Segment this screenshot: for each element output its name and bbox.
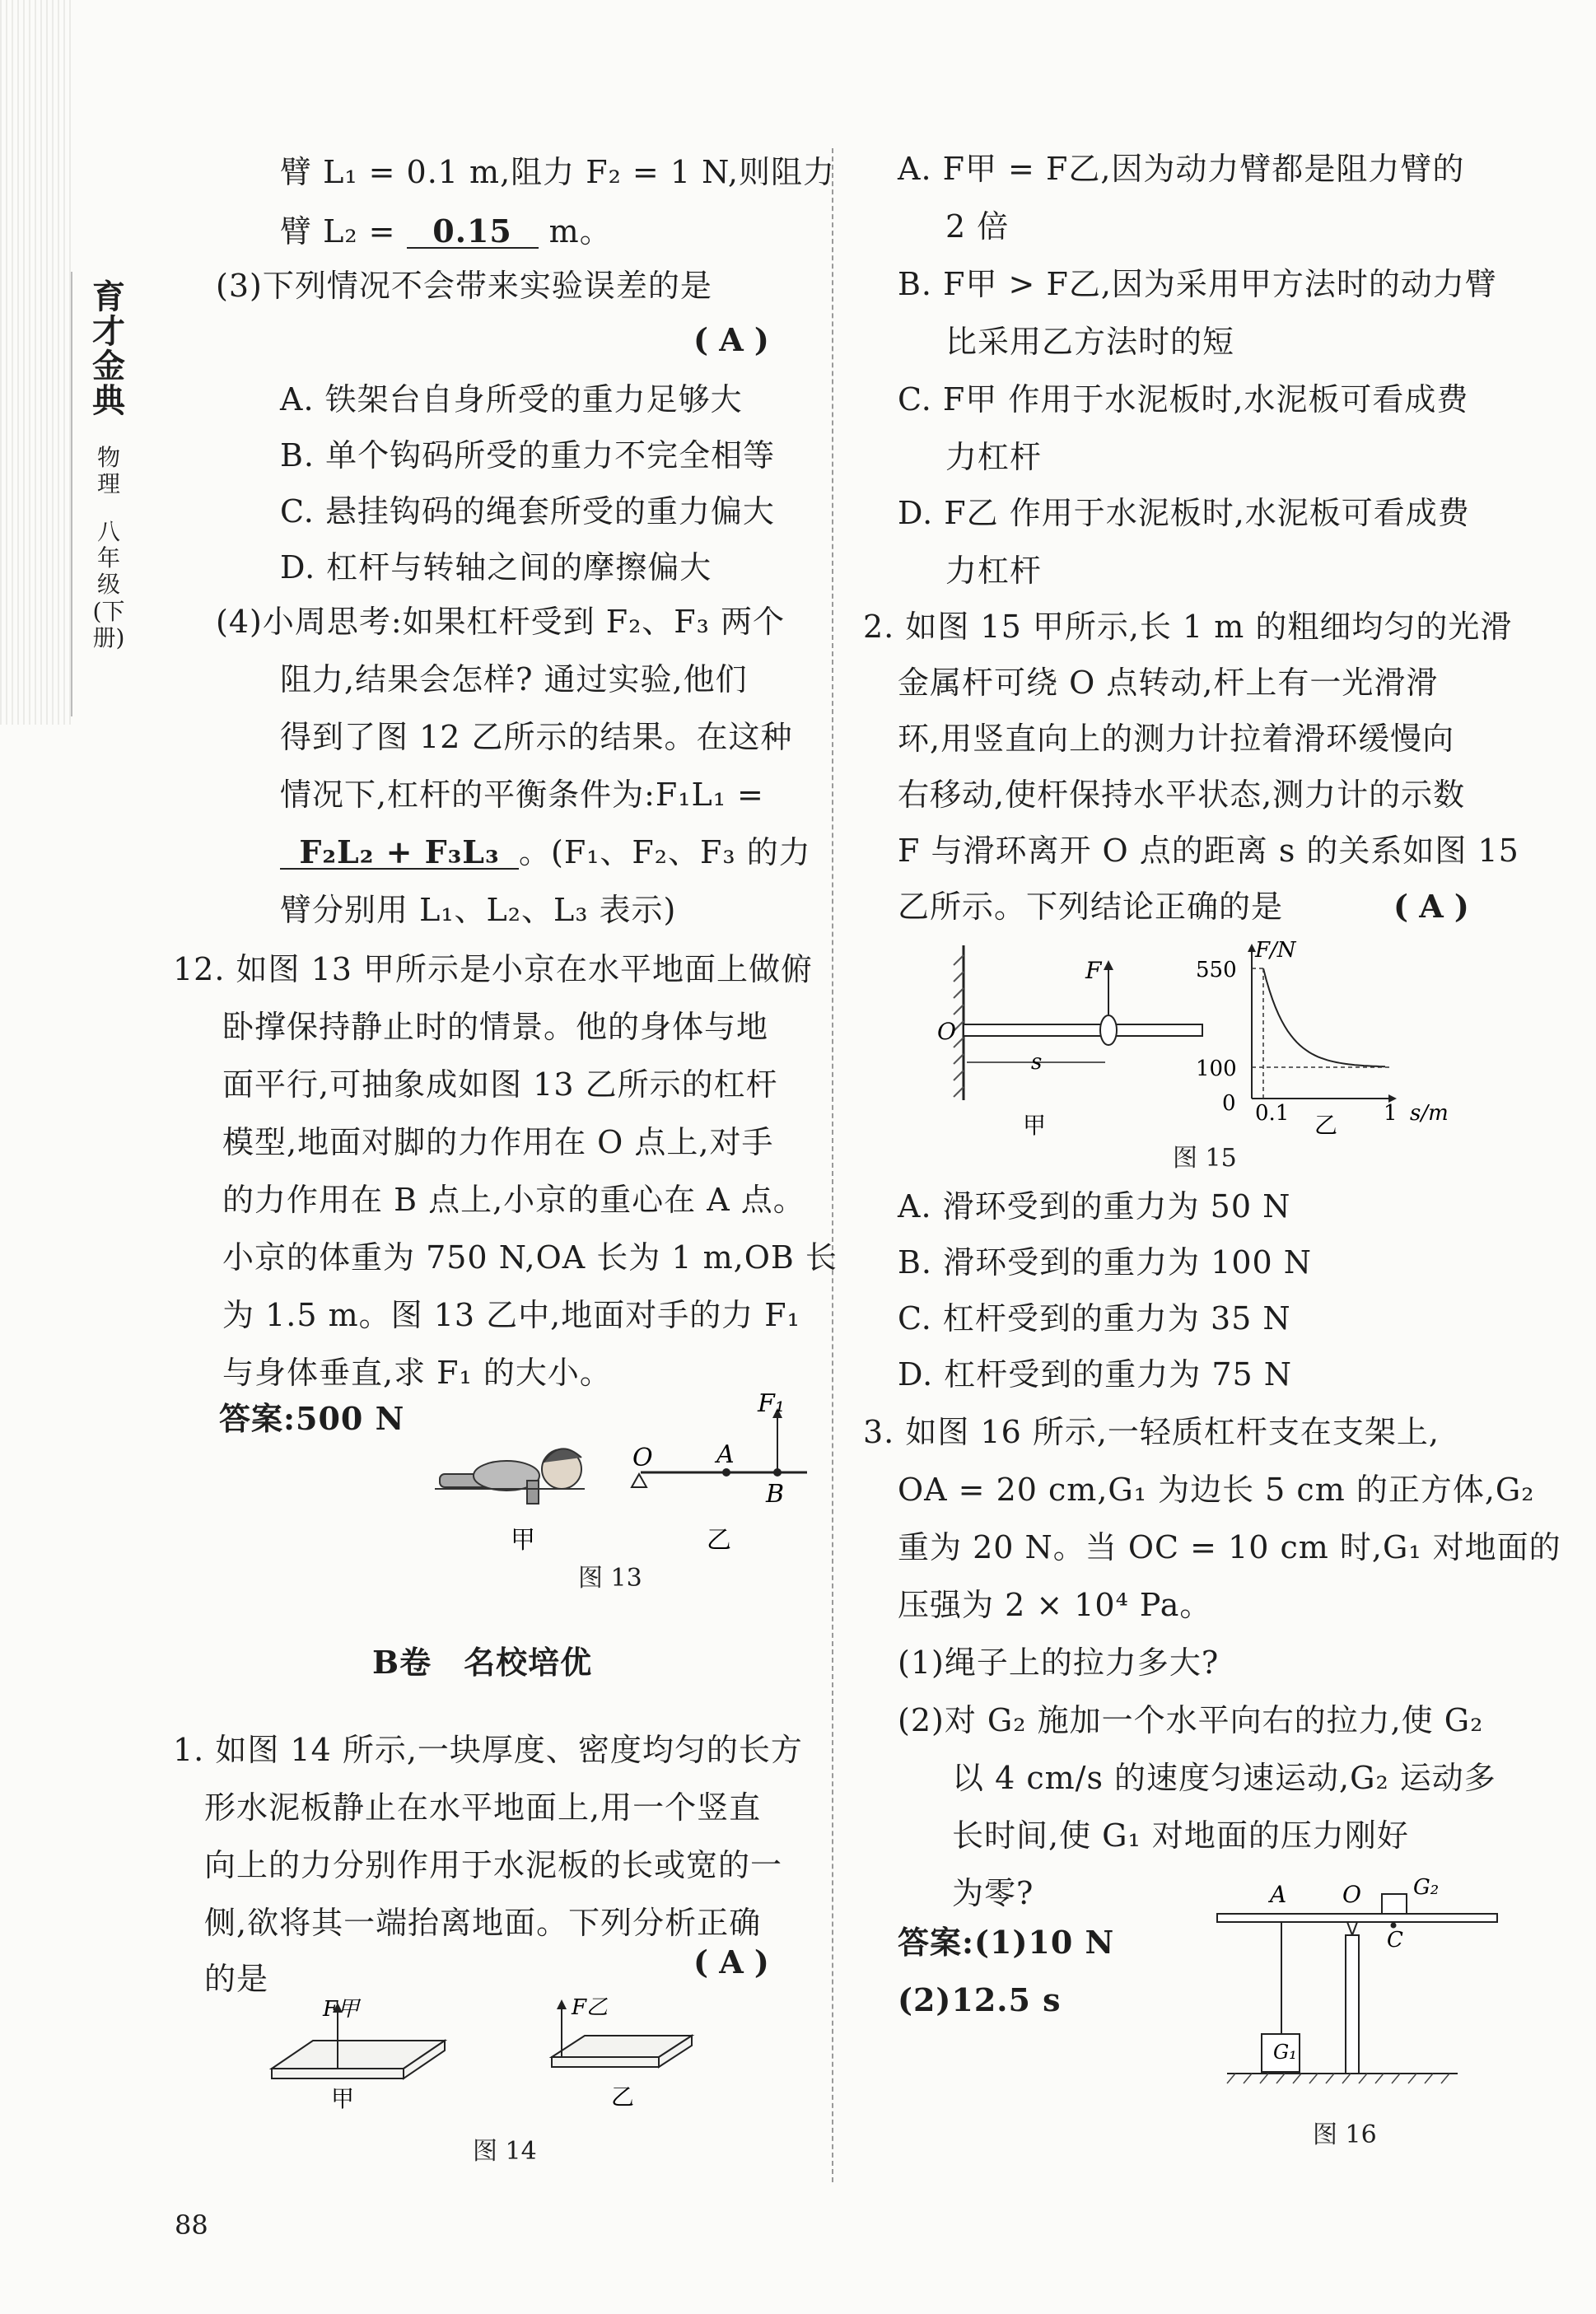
fig14-jia: 甲	[331, 2085, 355, 2112]
q11-option-b: B. 单个钩码所受的重力不完全相等	[280, 437, 776, 474]
fig14-arrow-yi	[557, 1999, 567, 2009]
b3-q2-line-1: (2)对 G₂ 施加一个水平向右的拉力,使 G₂	[898, 1702, 1484, 1738]
b2-answer: ( A )	[1393, 888, 1469, 925]
q12-line-1: 12. 如图 13 甲所示是小京在水平地面上做俯	[173, 951, 814, 987]
fig14-slab-jia	[272, 2041, 445, 2078]
q11-option-d: D. 杠杆与转轴之间的摩擦偏大	[280, 549, 712, 585]
figure-16	[1211, 1861, 1507, 2100]
fig13-yi-label: 乙	[707, 1526, 731, 1555]
b1-line-3: 向上的力分别作用于水泥板的长或宽的一	[204, 1847, 783, 1883]
b3-q1: (1)绳子上的拉力多大?	[898, 1645, 1220, 1681]
fig16-support	[1346, 1935, 1359, 2074]
q11-line-2-pre: 臂 L₂ =	[280, 213, 396, 250]
b2-line-3: 环,用竖直向上的测力计拉着滑环缓慢向	[898, 721, 1455, 757]
fig15-tick-0: 0	[1222, 1091, 1236, 1116]
fig15-tick-550: 550	[1196, 958, 1237, 982]
b2-line-6: 乙所示。下列结论正确的是	[898, 889, 1284, 925]
b2-line-4: 右移动,使杆保持水平状态,测力计的示数	[898, 777, 1466, 813]
fig13-caption: 图 13	[578, 1564, 642, 1593]
q12-line-3: 面平行,可抽象成如图 13 乙所示的杠杆	[222, 1066, 778, 1103]
q11-line-2	[280, 212, 612, 250]
q11-part4-line-1: (4)小周思考:如果杠杆受到 F₂、F₃ 两个	[216, 604, 785, 640]
margin-stripes	[0, 0, 72, 725]
page-number: 88	[175, 2209, 208, 2241]
b3-q2-line-2: 以 4 cm/s 的速度匀速运动,G₂ 运动多	[952, 1760, 1496, 1796]
fig13-point-a	[722, 1468, 730, 1477]
fig14-label-fyi: F乙	[572, 1995, 609, 2020]
fig15-tick-1: 1	[1384, 1101, 1398, 1126]
fig13-label-b: B	[766, 1480, 785, 1509]
fig15-tick-01: 0.1	[1255, 1101, 1290, 1126]
b1-line-4: 侧,欲将其一端抬离地面。下列分析正确	[204, 1905, 762, 1941]
q11-part3: (3)下列情况不会带来实验误差的是	[216, 268, 712, 304]
b2-line-2: 金属杆可绕 O 点转动,杆上有一光滑滑	[898, 665, 1439, 701]
q12-line-4: 模型,地面对脚的力作用在 O 点上,对手	[222, 1124, 774, 1160]
q12-answer: 答案:500 N	[219, 1400, 405, 1437]
b1-line-5: 的是	[204, 1961, 269, 1997]
fig15-ylabel: F/N	[1255, 939, 1296, 963]
q12-line-6: 小京的体重为 750 N,OA 长为 1 m,OB 长	[222, 1239, 838, 1276]
q12-line-7: 为 1.5 m。图 13 乙中,地面对手的力 F₁	[222, 1297, 800, 1333]
q11-option-a: A. 铁架台自身所受的重力足够大	[280, 381, 743, 418]
fig16-label-c: C	[1387, 1928, 1403, 1952]
fig13-label-a: A	[716, 1440, 735, 1469]
answer-blank-l2: 0.15	[407, 216, 539, 249]
b1-option-c-cont: 力杠杆	[945, 439, 1043, 475]
b2-line-5: F 与滑环离开 O 点的距离 s 的关系如图 15	[898, 833, 1519, 869]
brand-title: 育才金典	[92, 278, 125, 420]
fig13-label-o: O	[632, 1444, 653, 1472]
fig13-jia-label: 甲	[511, 1526, 535, 1555]
fig15-caption: 图 15	[1173, 1144, 1237, 1173]
fig15-graph	[1196, 939, 1449, 1139]
figure-14	[255, 1993, 700, 2116]
q11-option-c: C. 悬挂钩码的绳套所受的重力偏大	[280, 493, 775, 530]
q11-part4-line-3: 得到了图 12 乙所示的结果。在这种	[280, 719, 793, 755]
fig16-lever	[1217, 1914, 1497, 1922]
b3-line-3: 重为 20 N。当 OC = 10 cm 时,G₁ 对地面的	[898, 1529, 1561, 1565]
answer-blank-balance: F₂L₂ + F₃L₃	[280, 837, 519, 870]
fig16-label-g2: G₂	[1413, 1875, 1440, 1900]
q12-line-8: 与身体垂直,求 F₁ 的大小。	[222, 1355, 612, 1391]
fig15-label-o: O	[937, 1018, 956, 1045]
fig16-ground-hatching	[1227, 2074, 1449, 2083]
b2-option-a: A. 滑环受到的重力为 50 N	[898, 1188, 1291, 1225]
pushup-person-illustration	[435, 1449, 585, 1504]
fig16-caption: 图 16	[1313, 2120, 1377, 2149]
fig14-caption: 图 14	[473, 2137, 537, 2166]
b3-line-2: OA = 20 cm,G₁ 为边长 5 cm 的正方体,G₂	[898, 1472, 1535, 1508]
q11-part4-line-6: 臂分别用 L₁、L₂、L₃ 表示)	[280, 892, 677, 928]
b1-option-b: B. F甲 > F乙,因为采用甲方法时的动力臂	[898, 266, 1497, 302]
q11-part4-line-2: 阻力,结果会怎样? 通过实验,他们	[280, 661, 748, 697]
b2-option-c: C. 杠杆受到的重力为 35 N	[898, 1300, 1291, 1337]
fig15-label-f: F	[1085, 957, 1102, 984]
fig16-block-g2	[1382, 1894, 1407, 1914]
b3-answer-2: (2)12.5 s	[898, 1981, 1062, 2018]
fig16-label-a: A	[1270, 1881, 1287, 1908]
b3-q2-line-3: 长时间,使 G₁ 对地面的压力刚好	[952, 1817, 1409, 1854]
grade-label: 八年级(下册)	[92, 518, 125, 651]
fig15-curve	[1263, 968, 1385, 1066]
b1-option-b-cont: 比采用乙方法时的短	[945, 324, 1235, 360]
b3-q2-line-4: 为零?	[952, 1875, 1034, 1911]
q11-part4-line-4: 情况下,杠杆的平衡条件为:F₁L₁ =	[280, 777, 764, 813]
subject-label: 物理	[96, 444, 120, 498]
b1-option-a-cont: 2 倍	[945, 208, 1010, 245]
b1-line-1: 1. 如图 14 所示,一块厚度、密度均匀的长方	[173, 1732, 803, 1768]
b3-line-4: 压强为 2 × 10⁴ Pa。	[898, 1587, 1212, 1623]
fig13-pivot	[632, 1474, 646, 1487]
q12-line-5: 的力作用在 B 点上,小京的重心在 A 点。	[222, 1182, 805, 1218]
fig16-label-g1: G₁	[1273, 2041, 1297, 2064]
q12-line-2: 卧撑保持静止时的情景。他的身体与地	[222, 1009, 769, 1045]
fig15-ring	[1100, 1015, 1117, 1045]
b2-option-d: D. 杠杆受到的重力为 75 N	[898, 1356, 1293, 1393]
fig14-slab-yi	[552, 2036, 692, 2067]
b1-answer: ( A )	[693, 1943, 769, 1980]
b2-line-1: 2. 如图 15 甲所示,长 1 m 的粗细均匀的光滑	[863, 609, 1513, 645]
fig16-label-o: O	[1342, 1881, 1361, 1908]
q11-part3-answer: ( A )	[693, 321, 769, 358]
q11-part4-tail: 。(F₁、F₂、F₃ 的力	[519, 834, 811, 870]
b3-line-1: 3. 如图 16 所示,一轻质杠杆支在支架上,	[863, 1414, 1440, 1450]
column-divider	[832, 148, 833, 2182]
fig13-label-f1: F₁	[758, 1389, 785, 1418]
b2-option-b: B. 滑环受到的重力为 100 N	[898, 1244, 1313, 1281]
fig14-label-fjia: F甲	[323, 1997, 360, 2022]
sidebar-rule	[71, 272, 72, 716]
fig15-label-s: s	[1031, 1050, 1043, 1075]
fig14-yi: 乙	[611, 2083, 635, 2111]
q11-line-2-post: m。	[548, 213, 612, 250]
b1-option-c: C. F甲 作用于水泥板时,水泥板可看成费	[898, 381, 1469, 418]
fig15-arrowhead	[1104, 960, 1113, 970]
section-title-b: B卷 名校培优	[372, 1644, 593, 1681]
q11-part4-line-5	[280, 833, 811, 870]
figure-15	[922, 939, 1482, 1145]
b1-option-d: D. F乙 作用于水泥板时,水泥板可看成费	[898, 495, 1470, 531]
b1-option-a: A. F甲 = F乙,因为动力臂都是阻力臂的	[898, 151, 1465, 187]
fig15-rod	[964, 1024, 1202, 1036]
fig15-tick-100: 100	[1196, 1057, 1237, 1081]
b1-option-d-cont: 力杠杆	[945, 553, 1043, 589]
fig15-xlabel: s/m	[1410, 1101, 1449, 1126]
b1-line-2: 形水泥板静止在水平地面上,用一个竖直	[204, 1789, 762, 1826]
fig15-yi: 乙	[1314, 1112, 1338, 1139]
fig16-pivot-tip	[1347, 1922, 1357, 1935]
q11-line-1: 臂 L₁ = 0.1 m,阻力 F₂ = 1 N,则阻力	[280, 154, 836, 190]
b3-answer-1: 答案:(1)10 N	[898, 1924, 1115, 1961]
fig15-jia: 甲	[1023, 1112, 1047, 1139]
